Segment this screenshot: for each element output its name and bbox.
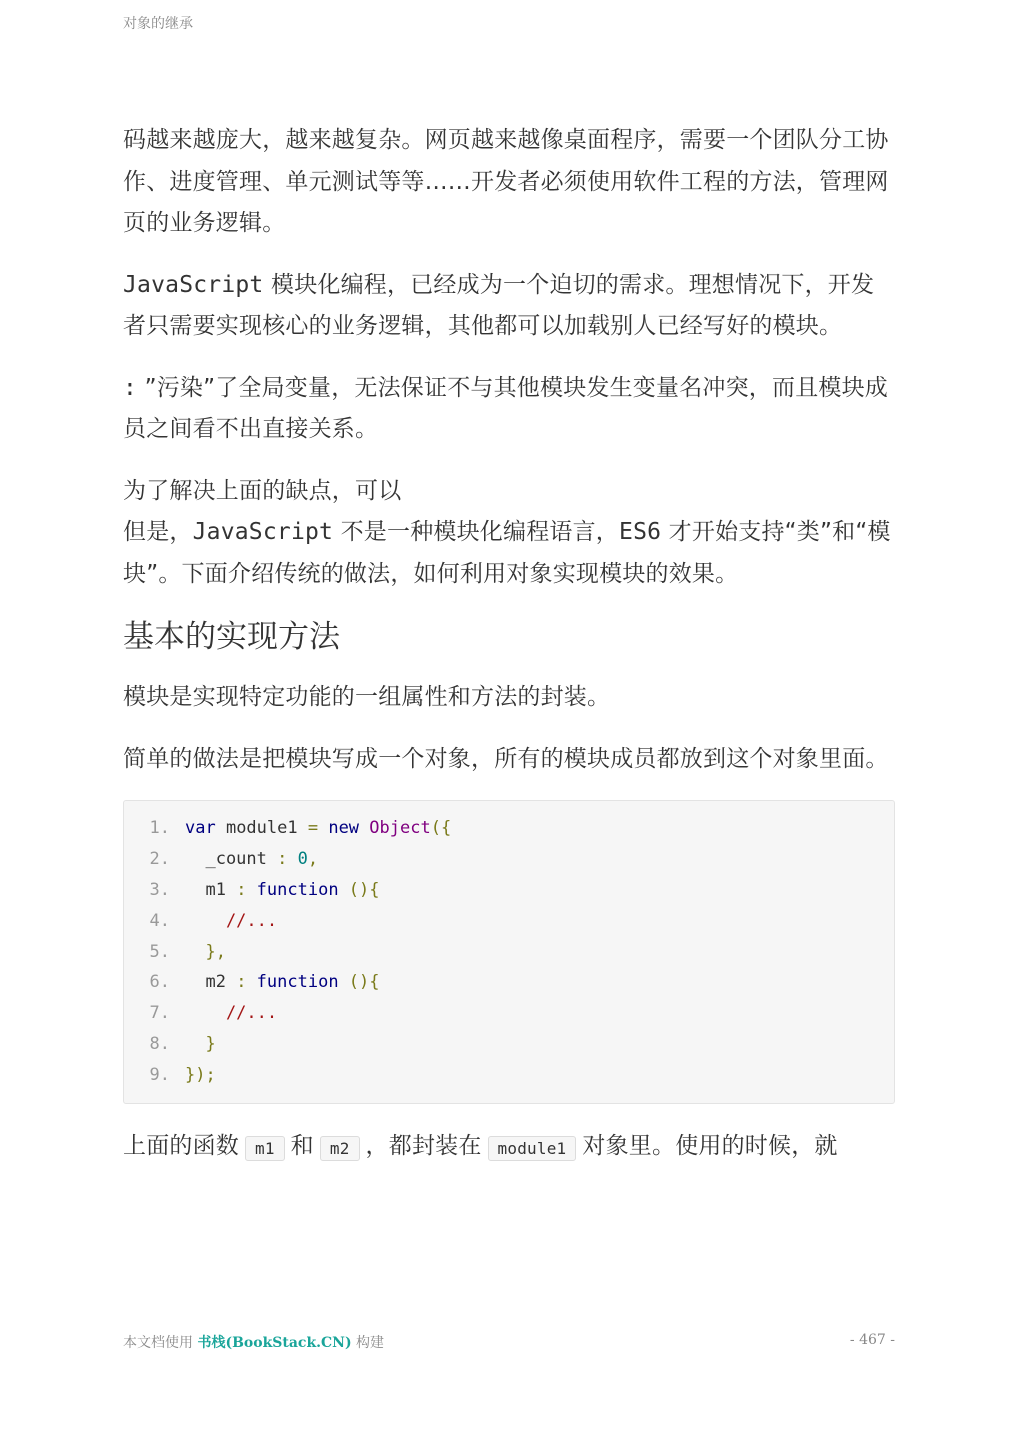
- paragraph-usage: [123, 1126, 895, 1169]
- line-number: 2.: [149, 848, 170, 869]
- code-line: [124, 875, 894, 906]
- code-token: }: [185, 1034, 216, 1055]
- code-token: :: [277, 848, 288, 869]
- paragraph-intro: 码越来越庞大，越来越复杂。网页越来越像桌面程序，需要一个团队分工协作、进度管理、单元测试等等……开发者必须使用软件工程的方法，管理网页的业务逻辑。: [123, 127, 889, 236]
- code-token: Object: [369, 818, 431, 838]
- code-comment: //...: [185, 1003, 278, 1024]
- inline-code-module1: module1: [488, 1136, 577, 1161]
- inline-code-m2: m2: [320, 1136, 360, 1161]
- code-token: function: [246, 879, 349, 900]
- paragraph-text: ，都封装在: [365, 1133, 482, 1160]
- code-block: [123, 800, 895, 1104]
- paragraph-text: 但是，: [123, 519, 193, 545]
- section-heading: 基本的实现方法: [123, 619, 340, 655]
- inline-code-javascript: JavaScript: [123, 271, 264, 298]
- code-token: =: [307, 818, 319, 838]
- code-token: function: [246, 972, 349, 993]
- code-token: :: [236, 879, 247, 900]
- code-token: _count: [185, 848, 278, 869]
- inline-code-es6: ES6: [619, 519, 662, 545]
- document-body: [123, 120, 895, 1189]
- code-line: [124, 906, 894, 937]
- paragraph-text: 对象里。使用的时候，就: [582, 1133, 838, 1160]
- line-number: 5.: [149, 941, 170, 962]
- paragraph-simple-approach: 简单的做法是把模块写成一个对象，所有的模块成员都放到这个对象里面。: [123, 745, 889, 772]
- code-token: new: [318, 818, 370, 838]
- code-line: [124, 967, 894, 998]
- line-number: 7.: [149, 1003, 170, 1024]
- code-token: var: [185, 818, 216, 838]
- code-token: ({: [430, 818, 452, 838]
- inline-code-m1: m1: [245, 1136, 285, 1161]
- inline-code-javascript: JavaScript: [192, 519, 334, 545]
- line-number: 9.: [149, 1065, 170, 1086]
- code-token: ,: [307, 848, 319, 869]
- code-line: [124, 998, 894, 1029]
- code-token: (){: [348, 972, 380, 993]
- paragraph-text: 不是一种模块化编程语言，: [333, 519, 620, 545]
- code-token: });: [185, 1065, 216, 1086]
- running-header: 对象的继承: [123, 16, 193, 32]
- code-comment: //...: [185, 910, 278, 931]
- code-line: [124, 1060, 894, 1091]
- code-token: m1: [185, 879, 237, 900]
- page-footer: [123, 1332, 384, 1352]
- footer-text: 构建: [351, 1335, 385, 1351]
- paragraph-pollution: [123, 368, 895, 451]
- paragraph-text: 上面的函数: [123, 1133, 239, 1160]
- code-token: (){: [348, 879, 380, 900]
- code-line: [124, 1029, 894, 1060]
- paragraph-modular-need: [123, 265, 895, 348]
- line-number: 3.: [149, 879, 170, 900]
- paragraph-solution: [123, 471, 895, 596]
- page-number: - 467 -: [849, 1332, 895, 1348]
- code-token: module1: [215, 818, 308, 838]
- paragraph-module-definition: 模块是实现特定功能的一组属性和方法的封装。: [123, 684, 611, 710]
- footer-text: 本文档使用: [123, 1335, 198, 1351]
- code-token: 0: [287, 848, 308, 869]
- line-number: 8.: [149, 1034, 170, 1055]
- code-line: [124, 844, 894, 875]
- paragraph-text: 才开始支持“类”和“模块”。下面介绍传统的做法，如何利用对象实现模块的效果。: [123, 519, 891, 587]
- paragraph-line: 为了解决上面的缺点，可以: [123, 477, 402, 504]
- line-number: 4.: [149, 910, 170, 931]
- line-number: 1.: [149, 818, 170, 838]
- line-number: 6.: [149, 972, 170, 993]
- paragraph-text: 和: [290, 1133, 314, 1160]
- paragraph-text: ”污染”了全局变量，无法保证不与其他模块发生变量名冲突，而且模块成员之间看不出直接关系。: [123, 374, 889, 442]
- code-token: :: [236, 972, 247, 993]
- paragraph-text: 模块化编程，已经成为一个迫切的需求。理想情况下，开发者只需要实现核心的业务逻辑，其他都可以加载别人已经写好的模块。: [123, 271, 875, 339]
- code-line: [124, 937, 894, 968]
- code-token: m2: [185, 972, 237, 993]
- code-token: },: [185, 941, 226, 962]
- code-line: [124, 813, 894, 844]
- bookstack-link[interactable]: 书栈(BookStack.CN): [197, 1335, 352, 1351]
- colon-mark: :: [123, 374, 138, 401]
